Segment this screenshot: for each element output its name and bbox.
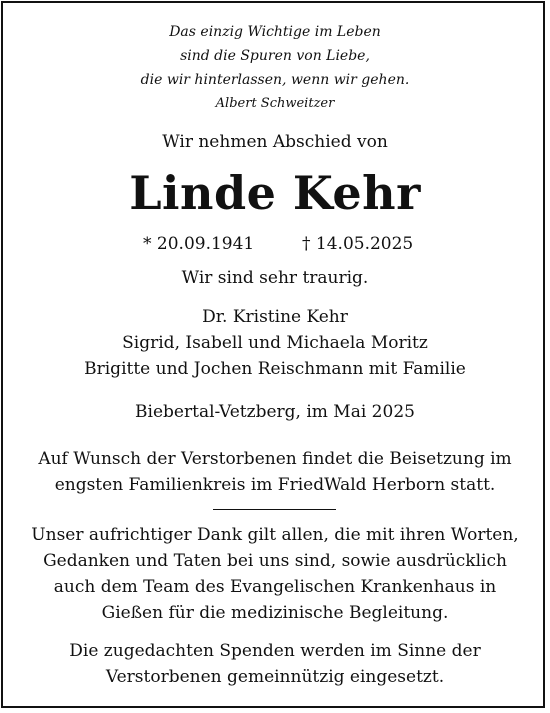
thanks-line: auch dem Team des Evangelischen Krankenhaus in	[53, 577, 497, 597]
section-divider	[213, 509, 336, 510]
burial-line: Auf Wunsch der Verstorbenen findet die Beisetzung im	[38, 449, 512, 469]
thanks-line: Unser aufrichtiger Dank gilt allen, die mit ihren Worten,	[31, 525, 519, 545]
quote-line-1: Das einzig Wichtige im Leben	[169, 24, 381, 40]
quote-line-2: sind die Spuren von Liebe,	[180, 48, 370, 64]
death-date: † 14.05.2025	[302, 234, 414, 254]
birth-date: * 20.09.1941	[143, 234, 255, 254]
life-dates	[0, 232, 550, 256]
mourner-line: Dr. Kristine Kehr	[202, 307, 348, 327]
donations-line: Verstorbenen gemeinnützig eingesetzt.	[105, 667, 445, 687]
thanks-line: Gießen für die medizinische Begleitung.	[101, 603, 449, 623]
mourner-line: Sigrid, Isabell und Michaela Moritz	[122, 333, 428, 353]
place-date: Biebertal-Vetzberg, im Mai 2025	[135, 402, 415, 422]
mourner-line: Brigitte und Jochen Reischmann mit Familie	[84, 359, 466, 379]
intro-text: Wir nehmen Abschied von	[162, 132, 388, 152]
donations-text	[0, 638, 550, 690]
thanks-text	[0, 522, 550, 626]
thanks-line: Gedanken und Taten bei uns sind, sowie ausdrücklich	[43, 551, 507, 571]
deceased-name: Linde Kehr	[129, 166, 421, 220]
sentiment-text: Wir sind sehr traurig.	[181, 268, 369, 288]
mourners-list	[0, 304, 550, 382]
quote-line-3: die wir hinterlassen, wenn wir gehen.	[140, 72, 410, 88]
donations-line: Die zugedachten Spenden werden im Sinne der	[69, 641, 481, 661]
burial-line: engsten Familienkreis im FriedWald Herborn statt.	[54, 475, 496, 495]
burial-notice	[0, 446, 550, 498]
quote-author: Albert Schweitzer	[215, 96, 335, 111]
